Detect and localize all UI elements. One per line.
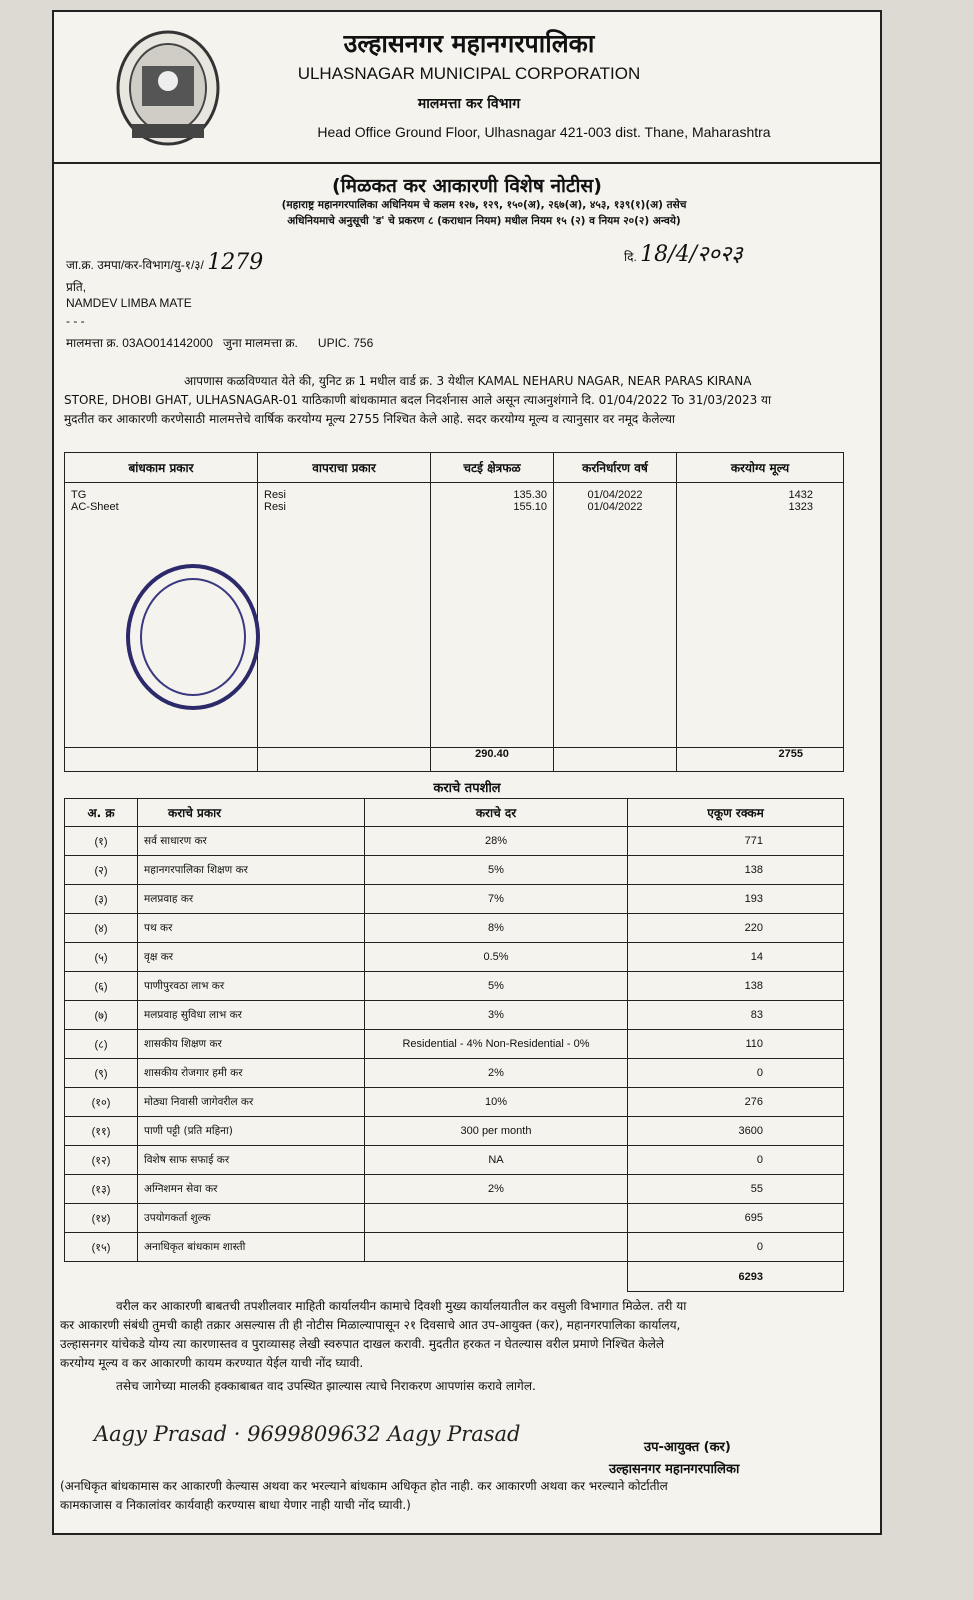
tax-rate: NA [365, 1146, 628, 1175]
tax-rate: 5% [365, 856, 628, 885]
tax-serial: (१४) [65, 1204, 138, 1233]
tax-serial: (११) [65, 1117, 138, 1146]
area-cell: 135.30 155.10 [431, 483, 554, 748]
footer-line: करयोग्य मूल्य व कर आकारणी कायम करण्यात येईल याची नोंद घ्यावी. [60, 1356, 364, 1370]
tax-serial: (२) [65, 856, 138, 885]
tax-total-row [65, 1262, 844, 1292]
paragraph-line: मुदतीत कर आकारणी करणेसाठी मालमत्तेचे वार्षिक करयोग्य मूल्य 2755 निश्चित केले आहे. सदर करयोग्य मूल्य व त्यानुसार वर नमूद केलेल्या [64, 412, 676, 426]
tax-row [65, 1175, 844, 1204]
footer-line: वरील कर आकारणी बाबतची तपशीलवार माहिती कार्यालयीन कामाचे दिवशी मुख्य कार्यालयातील कर वसुली विभागात मिळेल. तरी या [116, 1299, 687, 1313]
tax-rate: 5% [365, 972, 628, 1001]
tax-row [65, 885, 844, 914]
tax-row [65, 1001, 844, 1030]
tax-serial: (३) [65, 885, 138, 914]
empty-cell [554, 748, 677, 772]
tax-row [65, 1204, 844, 1233]
notice-subtitle-line1: (महाराष्ट्र महानगरपालिका अधिनियम चे कलम १२७, १२९, १५०(अ), २६७(अ), ४५३, १३९(१)(अ) तसेच [281, 199, 687, 211]
col-tax-rate: कराचे दर [365, 799, 628, 827]
table-header-row [65, 453, 844, 483]
official-seal-stamp [126, 564, 260, 710]
col-usage: वापराचा प्रकार [258, 453, 431, 483]
tax-grand-total: 6293 [628, 1262, 844, 1292]
tax-rate: 2% [365, 1175, 628, 1204]
value-cell: 1432 1323 [677, 483, 844, 748]
handwritten-note: Aagy Prasad · 9699809632 Aagy Prasad [94, 1422, 521, 1446]
usage-cell: Resi Resi [258, 483, 431, 748]
tax-row [65, 1233, 844, 1262]
head-office-address: Head Office Ground Floor, Ulhasnagar 421-003 dist. Thane, Maharashtra [317, 124, 771, 140]
tax-type: मलप्रवाह सुविधा लाभ कर [138, 1001, 365, 1030]
reference-number: 1279 [207, 250, 264, 275]
tax-serial: (५) [65, 943, 138, 972]
tax-rate [365, 1233, 628, 1262]
tax-serial: (८) [65, 1030, 138, 1059]
tax-rate: 10% [365, 1088, 628, 1117]
tax-amount: 0 [628, 1059, 844, 1088]
tax-row [65, 972, 844, 1001]
upic-number: UPIC. 756 [317, 336, 374, 350]
tax-serial: (१०) [65, 1088, 138, 1117]
tax-row [65, 856, 844, 885]
tax-details-caption: कराचे तपशील [433, 781, 501, 796]
department-name: मालमत्ता कर विभाग [417, 96, 521, 112]
tax-amount: 193 [628, 885, 844, 914]
empty-cell [65, 1262, 628, 1292]
tax-amount: 0 [628, 1146, 844, 1175]
tax-type: सर्व साधारण कर [138, 827, 365, 856]
tax-amount: 138 [628, 856, 844, 885]
col-year: करनिर्धारण वर्ष [554, 453, 677, 483]
col-construction: बांधकाम प्रकार [65, 453, 258, 483]
signatory-designation: उप-आयुक्त (कर) [644, 1440, 731, 1455]
notice-subtitle-line2: अधिनियमाचे अनुसूची 'ड' चे प्रकरण ८ (कराधान नियम) मधील नियम १५ (२) व नियम २०(२) अन्वये) [287, 215, 681, 227]
tax-amount: 0 [628, 1233, 844, 1262]
tax-type: शासकीय रोजगार हमी कर [138, 1059, 365, 1088]
tax-serial: (१२) [65, 1146, 138, 1175]
disclaimer-line: कामकाजास व निकालांवर कार्यवाही करण्यास बाधा येणार नाही याची नोंद घ्यावी.) [60, 1498, 411, 1512]
tax-rate: 300 per month [365, 1117, 628, 1146]
col-area: चटई क्षेत्रफळ [431, 453, 554, 483]
col-tax-type: कराचे प्रकार [138, 799, 365, 827]
tax-type: महानगरपालिका शिक्षण कर [138, 856, 365, 885]
tax-amount: 3600 [628, 1117, 844, 1146]
tax-type: पाणी पट्टी (प्रति महिना) [138, 1117, 365, 1146]
tax-rate: 3% [365, 1001, 628, 1030]
empty-cell [65, 748, 258, 772]
reference-prefix: जा.क्र. उमपा/कर-विभाग/यु-१/३/ [66, 258, 204, 272]
date-label: दि. [624, 250, 637, 264]
property-label: मालमत्ता क्र. [66, 336, 119, 350]
tax-type: मलप्रवाह कर [138, 885, 365, 914]
separator-dashes: - - - [66, 314, 85, 328]
tax-details-table [64, 798, 844, 1292]
tax-rate [365, 1204, 628, 1233]
tax-rate: Residential - 4% Non-Residential - 0% [365, 1030, 628, 1059]
tax-row [65, 1117, 844, 1146]
table-total-row [65, 748, 844, 772]
tax-amount: 14 [628, 943, 844, 972]
tax-rate: 7% [365, 885, 628, 914]
property-number: 03AO014142000 [122, 336, 213, 350]
tax-type: अनाधिकृत बांधकाम शास्ती [138, 1233, 365, 1262]
tax-row [65, 1059, 844, 1088]
total-area: 290.40 [431, 748, 554, 772]
footer-text [60, 1297, 880, 1396]
property-row [66, 334, 373, 351]
paragraph-line: STORE, DHOBI GHAT, ULHASNAGAR-01 याठिकाणी बांधकामात बदल निदर्शनास आले असून त्याअनुशंगाने दि. 01/04/2022 To 31/03/2023 या [64, 393, 772, 407]
tax-type: पाणीपुरवठा लाभ कर [138, 972, 365, 1001]
tax-row [65, 1088, 844, 1117]
notice-sheet [52, 10, 882, 1535]
tax-amount: 110 [628, 1030, 844, 1059]
col-serial: अ. क्र [65, 799, 138, 827]
tax-amount: 276 [628, 1088, 844, 1117]
tax-row [65, 914, 844, 943]
tax-type: मोठ्या निवासी जागेवरील कर [138, 1088, 365, 1117]
tax-type: वृक्ष कर [138, 943, 365, 972]
to-label: प्रति, [66, 280, 87, 294]
tax-amount: 695 [628, 1204, 844, 1233]
col-total-amount: एकूण रक्कम [628, 799, 844, 827]
tax-rate: 2% [365, 1059, 628, 1088]
paragraph-line: आपणास कळविण्यात येते की, युनिट क्र 1 मधील वार्ड क्र. 3 येथील KAMAL NEHARU NAGAR, NEAR PARAS KIRANA [184, 374, 752, 388]
tax-type: अग्निशमन सेवा कर [138, 1175, 365, 1204]
signatory-organisation: उल्हासनगर महानगरपालिका [609, 1462, 740, 1477]
tax-row [65, 827, 844, 856]
tax-row [65, 943, 844, 972]
corp-name-english: ULHASNAGAR MUNICIPAL CORPORATION [297, 64, 641, 83]
tax-amount: 55 [628, 1175, 844, 1204]
old-property-label: जुना मालमत्ता क्र. [223, 336, 298, 350]
tax-serial: (९) [65, 1059, 138, 1088]
total-taxable-value: 2755 [677, 748, 844, 772]
footer-line: तसेच जागेच्या मालकी हक्काबाबत वाद उपस्थित झाल्यास त्याचे निराकरण आपणांस करावे लागेल. [116, 1379, 536, 1393]
disclaimer-note [60, 1477, 880, 1515]
notice-title: (मिळकत कर आकारणी विशेष नोटीस) [332, 175, 602, 197]
tax-row [65, 1146, 844, 1175]
tax-rate: 0.5% [365, 943, 628, 972]
tax-serial: (१५) [65, 1233, 138, 1262]
tax-row [65, 1030, 844, 1059]
tax-type: विशेष साफ सफाई कर [138, 1146, 365, 1175]
tax-amount: 83 [628, 1001, 844, 1030]
tax-serial: (४) [65, 914, 138, 943]
tax-amount: 771 [628, 827, 844, 856]
reference-row [66, 250, 263, 275]
tax-amount: 138 [628, 972, 844, 1001]
disclaimer-line: (अनधिकृत बांधकामास कर आकारणी केल्यास अथवा कर भरल्याने बांधकाम अधिकृत होत नाही. कर आकारणी अथवा कर भरल्याने कोर्टातील [60, 1479, 668, 1493]
date-row [624, 238, 743, 268]
tax-type: शासकीय शिक्षण कर [138, 1030, 365, 1059]
footer-line: उल्हासनगर यांचेकडे योग्य त्या कारणास्तव व पुराव्यासह लेखी स्वरुपात दाखल करावी. मुदतीत हरकत न घेतल्यास वरील प्रमाणे निश्चित केलेले [60, 1337, 665, 1351]
corp-name-marathi: उल्हासनगर महानगरपालिका [343, 29, 595, 58]
construction-cell: TG AC-Sheet [65, 483, 258, 748]
empty-cell [258, 748, 431, 772]
tax-serial: (७) [65, 1001, 138, 1030]
tax-type: पथ कर [138, 914, 365, 943]
tax-serial: (६) [65, 972, 138, 1001]
tax-rate: 8% [365, 914, 628, 943]
col-taxable-value: करयोग्य मूल्य [677, 453, 844, 483]
tax-serial: (१) [65, 827, 138, 856]
year-cell: 01/04/2022 01/04/2022 [554, 483, 677, 748]
tax-rate: 28% [365, 827, 628, 856]
recipient-name: NAMDEV LIMBA MATE [66, 296, 192, 310]
tax-amount: 220 [628, 914, 844, 943]
footer-line: कर आकारणी संबंधी तुमची काही तक्रार असल्यास ती ही नोटीस मिळाल्यापासून २१ दिवसाचे आत उप-आयुक्त (कर), महानगरपालिका कार्यालय, [60, 1318, 681, 1332]
date-value: 18/4/२०२३ [640, 242, 743, 267]
letterhead [54, 12, 880, 164]
tax-type: उपयोगकर्ता शुल्क [138, 1204, 365, 1233]
tax-header-row [65, 799, 844, 827]
tax-serial: (१३) [65, 1175, 138, 1204]
notice-paragraph [64, 372, 874, 429]
municipal-emblem-icon [112, 26, 224, 154]
